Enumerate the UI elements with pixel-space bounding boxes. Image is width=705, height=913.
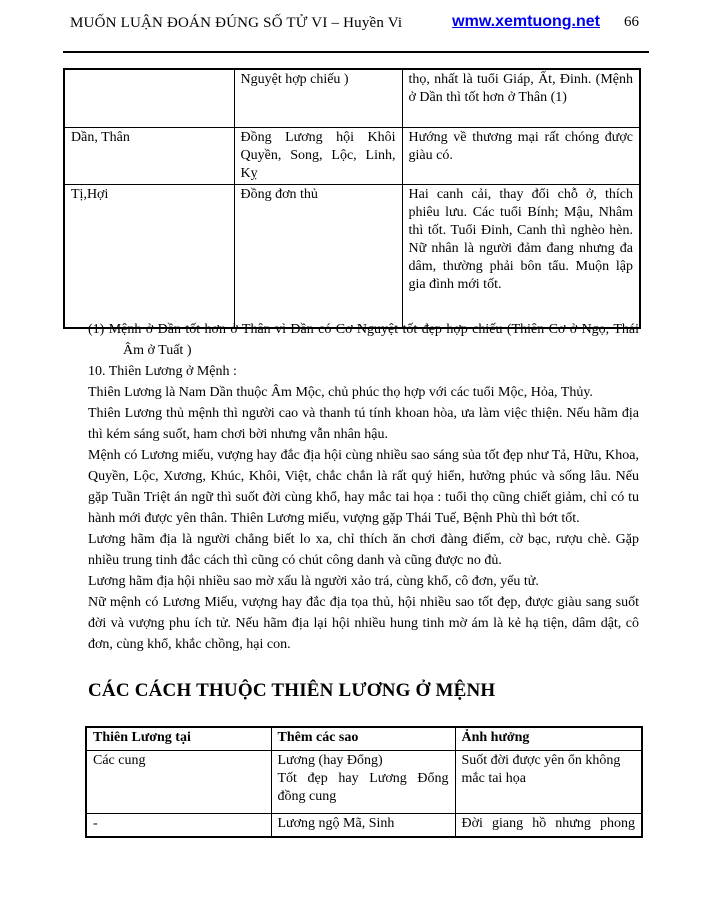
- cell-position: [64, 69, 234, 128]
- col-header-stars: Thêm các sao: [271, 727, 455, 751]
- cell-position: Tị,Hợi: [64, 185, 234, 329]
- paragraph: Lương hãm địa hội nhiều sao mờ xấu là người xảo trá, cùng khổ, cô đơn, yếu tử.: [88, 574, 539, 589]
- cell-at: Các cung: [86, 751, 271, 814]
- table-header-row: [86, 727, 642, 751]
- body-text: [88, 319, 639, 655]
- cell-stars: [271, 751, 455, 814]
- paragraph: Thiên Lương là Nam Dần thuộc Âm Mộc, chủ phúc thọ hợp với các tuổi Mộc, Hỏa, Thủy.: [88, 385, 593, 400]
- cell-stars: Đồng Lương hội Khôi Quyền, Song, Lộc, Linh, Kỵ: [234, 128, 402, 185]
- cell-effect: Hai canh cải, thay đổi chỗ ở, thích phiêu lưu. Các tuổi Bính; Mậu, Nhâm thì tốt. Tuổi Đinh, Canh thì nghèo hèn. Nữ nhân là người đảm đang nhưng đa dâm, thường phải bôn tẩu. Muộn lập gia đình mới tốt.: [402, 185, 640, 329]
- cell-stars: Lương ngộ Mã, Sinh: [271, 814, 455, 838]
- header-right: [452, 13, 639, 31]
- cell-effect: thọ, nhất là tuổi Giáp, Ất, Đinh. (Mệnh ở Dần thì tốt hơn ở Thân (1): [402, 69, 640, 128]
- paragraph: Thiên Lương thủ mệnh thì người cao và thanh tú tính khoan hòa, ưa làm việc thiện. Nếu hãm địa thì kém sáng suốt, ham chơi bời nhưng vẫn nhân hậu.: [88, 406, 639, 442]
- table-row: [64, 69, 640, 128]
- page-title: MUỐN LUẬN ĐOÁN ĐÚNG SỐ TỬ VI – Huyền Vi: [70, 15, 403, 31]
- page-number: 66: [624, 14, 639, 30]
- cell-stars: Đồng đơn thủ: [234, 185, 402, 329]
- stars-line: Lương (hay Đổng): [277, 753, 383, 768]
- paragraph: Lương hãm địa là người chẳng biết lo xa, chỉ thích ăn chơi đàng điếm, cờ bạc, rượu chè. Gặp nhiều trung tinh đắc cách thì cũng có chút công danh và cũng được no đủ.: [88, 532, 639, 568]
- paragraph: Nữ mệnh có Lương Miếu, vượng hay đắc địa tọa thủ, hội nhiều sao tốt đẹp, được giàu sang suốt đời và vượng phu ích tử. Nếu hãm địa lại hội nhiều hung tinh mờ ám là kẻ hạ tiện, dâm dật, cô đơn, cùng khổ, khắc chồng, hại con.: [88, 595, 639, 652]
- table-row: [64, 185, 640, 329]
- header-rule: [63, 51, 649, 53]
- cell-stars: Nguyệt hợp chiếu ): [234, 69, 402, 128]
- table-row: [86, 751, 642, 814]
- site-link[interactable]: wmw.xemtuong.net: [452, 13, 600, 30]
- cell-effect: Hướng về thương mại rất chóng được giàu có.: [402, 128, 640, 185]
- table-row: [86, 814, 642, 838]
- section-heading: CÁC CÁCH THUỘC THIÊN LƯƠNG Ở MỆNH: [88, 680, 496, 701]
- col-header-position: Thiên Lương tại: [86, 727, 271, 751]
- cell-effect: Đời giang hồ nhưng phong: [455, 814, 642, 838]
- cell-effect: Suốt đời được yên ổn không mắc tai họa: [455, 751, 642, 814]
- cell-position: Dần, Thân: [64, 128, 234, 185]
- col-header-effect: Ảnh hưởng: [455, 727, 642, 751]
- footnote: (1) Mệnh ở Dần tốt hơn ở Thân vì Dần có Cơ Nguyệt tốt đẹp hợp chiếu (Thiên Cơ ở Ngọ, Thái Âm ở Tuất ): [88, 322, 639, 358]
- continuation-table: [63, 68, 641, 329]
- table-row: [64, 128, 640, 185]
- paragraph: 10. Thiên Lương ở Mệnh :: [88, 364, 237, 379]
- paragraph: Mệnh có Lương miếu, vượng hay đắc địa hội cùng nhiều sao sáng sủa tốt đẹp như Tả, Hữu, Khoa, Quyền, Lộc, Xương, Khúc, Khôi, Việt, chắc chắn là rất quý hiển, hưởng phúc và sống lâu. Nếu gặp Tuần Triệt án ngữ thì suốt đời cùng khổ, hay mắc tai họa : tuổi thọ cũng chiết giảm, chỉ có tu hành mới được yên thân. Thiên Lương miếu, vượng gặp Thái Tuế, Bệnh Phù thì bớt tốt.: [88, 448, 639, 526]
- cases-table: [85, 726, 643, 838]
- cell-at: -: [86, 814, 271, 838]
- stars-line: Tốt đẹp hay Lương Đổng đồng cung: [277, 771, 449, 804]
